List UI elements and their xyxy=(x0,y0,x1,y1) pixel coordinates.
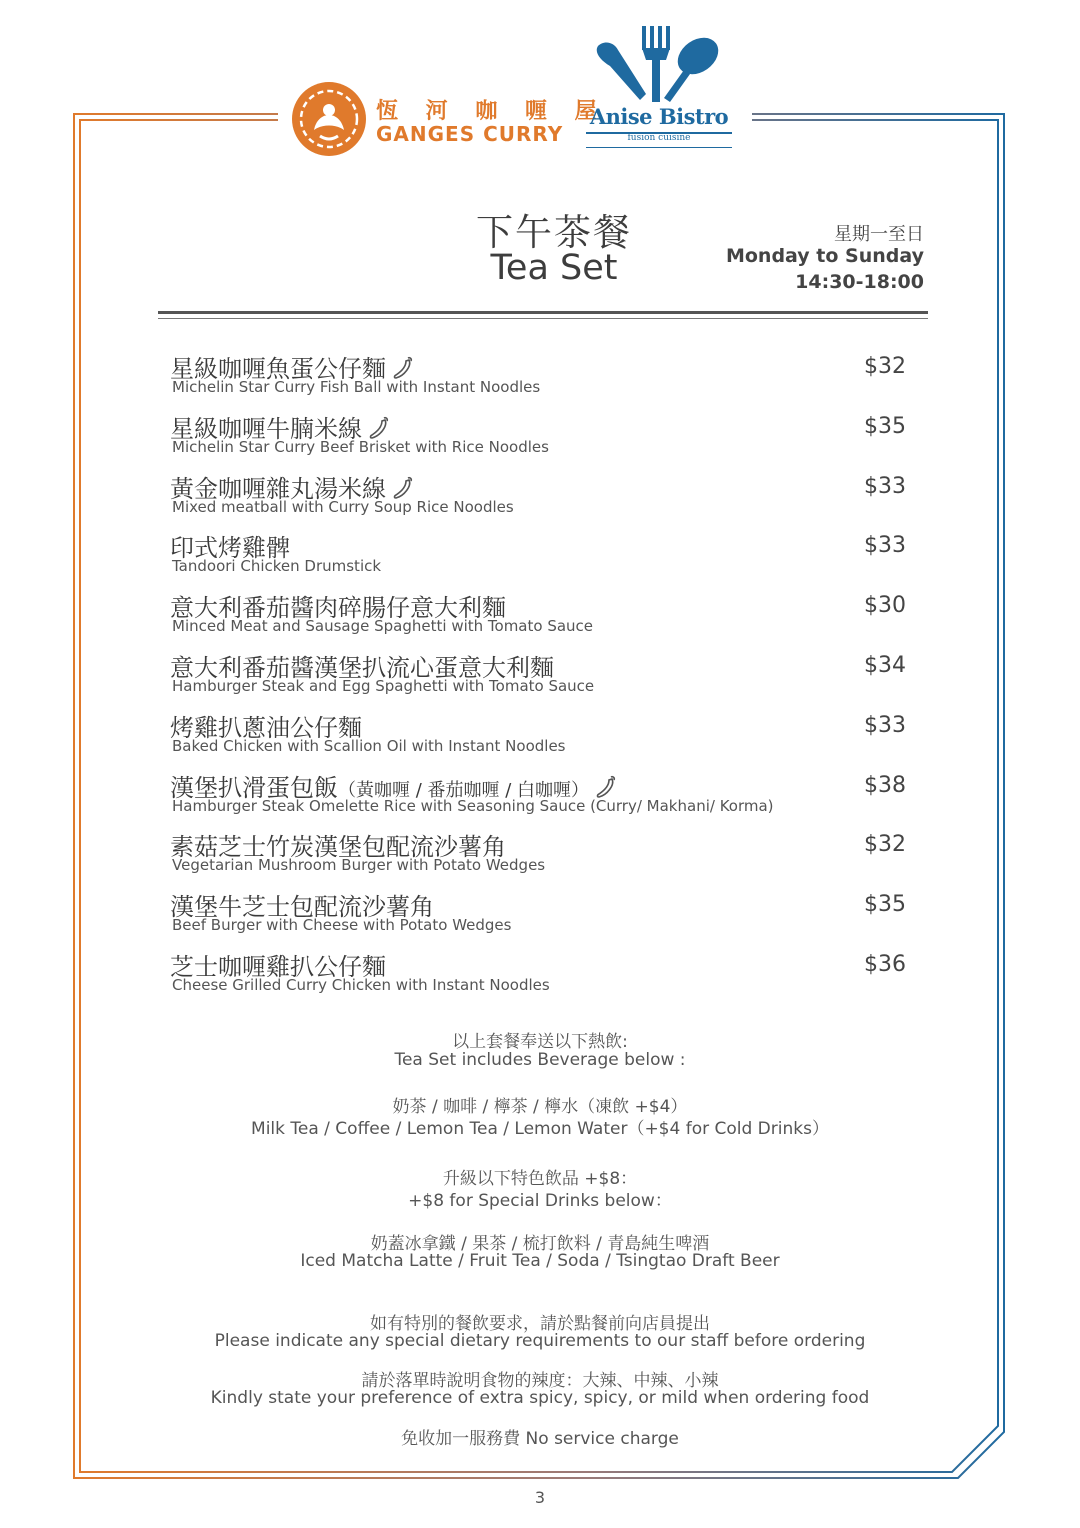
item-price: $38 xyxy=(864,772,906,798)
service-days-cn: 星期一至日 xyxy=(834,224,924,245)
dietary-note-cn: 如有特別的餐飲要求，請於點餐前向店員提出 xyxy=(370,1314,710,1334)
item-name-text: 意大利番茄醬漢堡扒流心蛋意大利麵 xyxy=(170,653,554,682)
menu-item xyxy=(170,947,910,1007)
menu-item xyxy=(170,768,910,828)
item-name-text: 烤雞扒蔥油公仔麵 xyxy=(170,713,362,742)
item-price: $32 xyxy=(864,354,906,379)
menu-item xyxy=(170,469,910,529)
item-price: $35 xyxy=(864,892,906,918)
spicy-note-en: Kindly state your preference of extra spicy, spicy, or mild when ordering food xyxy=(210,1388,870,1408)
drinks-list-cn: 奶茶 / 咖啡 / 檸茶 / 檸水（凍飲 +$4） xyxy=(392,1097,688,1117)
title-divider-thin xyxy=(158,318,928,319)
dietary-note-en: Please indicate any special dietary requirements to our staff before ordering xyxy=(214,1331,866,1351)
title-divider xyxy=(158,311,928,314)
item-name-en: Baked Chicken with Scallion Oil with Instant Noodles xyxy=(172,736,566,755)
item-price: $33 xyxy=(864,712,906,738)
menu-item xyxy=(170,349,910,409)
chili-icon xyxy=(392,356,414,380)
menu-item xyxy=(170,887,910,947)
item-price: $36 xyxy=(864,951,906,977)
spicy-note-cn: 請於落單時說明食物的辣度：大辣、中辣、小辣 xyxy=(361,1371,719,1391)
item-name-en: Hamburger Steak Omelette Rice with Seasoning Sauce (Curry/ Makhani/ Korma) xyxy=(172,796,774,815)
item-name-en: Cheese Grilled Curry Chicken with Instant Noodles xyxy=(172,975,550,994)
drinks-list-en: Milk Tea / Coffee / Lemon Tea / Lemon Water（+$4 for Cold Drinks） xyxy=(251,1119,829,1139)
beverage-note-en: Tea Set includes Beverage below : xyxy=(394,1050,686,1070)
anise-subtitle: fusion cuisine xyxy=(627,133,691,143)
menu-item xyxy=(170,708,910,768)
item-name-text: 素菇芝士竹炭漢堡包配流沙薯角 xyxy=(170,833,506,862)
special-drinks-cn: 奶蓋冰拿鐵 / 果茶 / 梳打飲料 / 青島純生啤酒 xyxy=(370,1234,710,1254)
item-price: $30 xyxy=(864,593,906,619)
upgrade-note-cn: 升級以下特色飲品 +$8： xyxy=(442,1169,638,1189)
chili-icon xyxy=(368,416,390,440)
item-name-en: Vegetarian Mushroom Burger with Potato Wedges xyxy=(172,856,546,875)
page-number: 3 xyxy=(534,1488,546,1507)
item-variant: （黃咖喱 / 番茄咖喱 / 白咖喱） xyxy=(338,779,590,801)
upgrade-note-en: +$8 for Special Drinks below： xyxy=(408,1191,672,1211)
item-name-en: Mixed meatball with Curry Soup Rice Noodles xyxy=(172,497,514,516)
menu-item xyxy=(170,528,910,588)
item-name-en: Michelin Star Curry Fish Ball with Instant Noodles xyxy=(172,378,541,396)
item-name-text: 黃金咖喱雜丸湯米線 xyxy=(170,474,386,503)
ganges-name-cn: 恆 河 咖 喱 屋 xyxy=(376,99,607,124)
menu-item xyxy=(170,409,910,469)
item-name-text: 意大利番茄醬肉碎腸仔意大利麵 xyxy=(170,594,506,623)
menu-item xyxy=(170,588,910,648)
item-name-text: 漢堡扒滑蛋包飯 xyxy=(170,773,338,802)
item-price: $33 xyxy=(864,533,906,559)
fork-spoon-icon xyxy=(594,24,724,104)
chili-icon xyxy=(392,476,414,500)
service-hours: 14:30-18:00 xyxy=(795,271,924,293)
item-name-en: Michelin Star Curry Beef Brisket with Rice Noodles xyxy=(172,437,549,456)
service-charge-note: 免收加一服務費 No service charge xyxy=(401,1429,679,1449)
item-name-text: 星級咖喱魚蛋公仔麵 xyxy=(170,355,386,383)
page-title-en: Tea Set xyxy=(490,248,618,288)
anise-divider-bottom xyxy=(586,147,732,148)
page-title-cn: 下午茶餐 xyxy=(476,211,632,254)
service-days-en: Monday to Sunday xyxy=(725,245,924,267)
item-name-text: 芝士咖喱雞扒公仔麵 xyxy=(170,952,386,981)
beverage-note-cn: 以上套餐奉送以下熱飲: xyxy=(452,1032,628,1052)
anise-name: Anise Bistro xyxy=(589,104,729,129)
special-drinks-en: Iced Matcha Latte / Fruit Tea / Soda / Tsingtao Draft Beer xyxy=(300,1251,780,1271)
item-price: $35 xyxy=(864,413,906,439)
item-name-en: Minced Meat and Sausage Spaghetti with Tomato Sauce xyxy=(172,617,594,636)
menu-list xyxy=(170,349,910,1007)
item-name-en: Hamburger Steak and Egg Spaghetti with Tomato Sauce xyxy=(172,676,595,695)
menu-item xyxy=(170,648,910,708)
item-name-text: 漢堡牛芝士包配流沙薯角 xyxy=(170,893,434,922)
menu-item xyxy=(170,827,910,887)
chili-icon xyxy=(595,775,617,799)
item-price: $32 xyxy=(864,832,906,858)
ganges-curry-logo xyxy=(290,80,607,160)
ganges-lotus-icon xyxy=(290,80,368,158)
ganges-name-en: GANGES CURRY xyxy=(376,122,564,146)
item-name-en: Tandoori Chicken Drumstick xyxy=(172,557,382,576)
anise-bistro-logo xyxy=(582,24,736,150)
item-price: $33 xyxy=(864,473,906,499)
item-name-text: 星級咖喱牛腩米線 xyxy=(170,414,362,443)
item-name-text: 印式烤雞髀 xyxy=(170,534,290,563)
item-name-en: Beef Burger with Cheese with Potato Wedges xyxy=(172,916,512,935)
item-price: $34 xyxy=(864,652,906,678)
